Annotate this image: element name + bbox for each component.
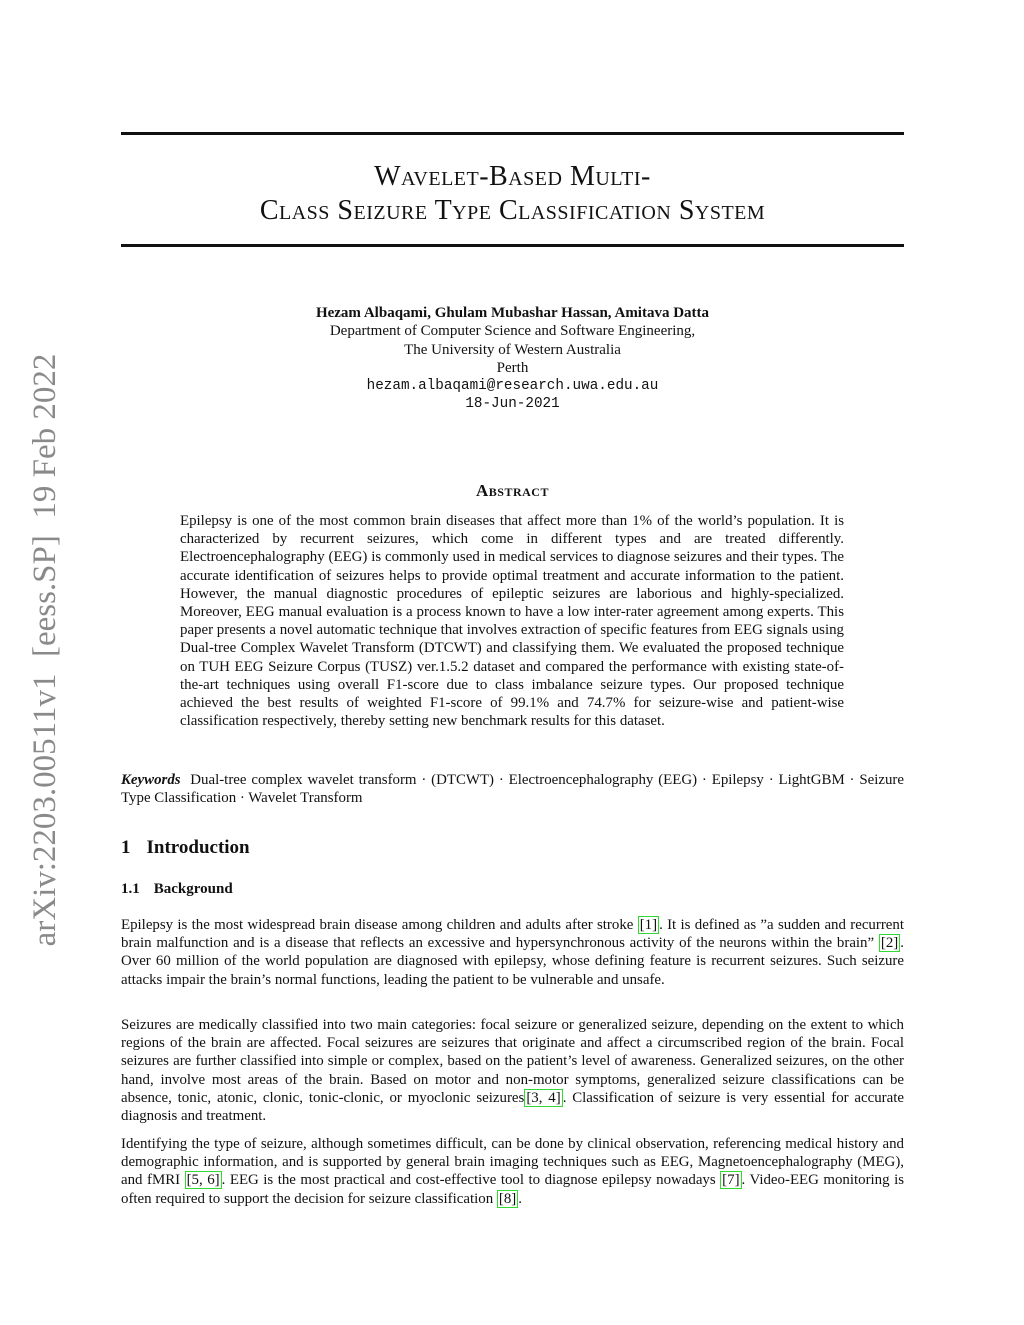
- author-email[interactable]: hezam.albaqami@research.uwa.edu.au: [366, 378, 659, 395]
- arxiv-identifier-stamp: arXiv:2203.00511v1 [eess.SP] 19 Feb 2022: [27, 353, 63, 947]
- paragraph-1-text-c: . Over 60 million of the world population are diagnosed with epilepsy, whose defining feature is recurrent seizures. Such seizure attacks impair the brain’s normal functions, leading the patient to be vulnerable and unsafe.: [121, 935, 904, 988]
- paragraph-1-text-a: Epilepsy is the most widespread brain disease among children and adults after stroke: [121, 917, 638, 933]
- author-city: Perth: [496, 359, 529, 376]
- title-bottom-rule: [121, 244, 904, 247]
- citation-link-2[interactable]: [2]: [880, 935, 899, 952]
- paragraph-2-text-a: Seizures are medically classified into two main categories: focal seizure or generalized seizure, depending on the extent to which regions of the brain are affected. Focal seizures are seizures that originate and affect a circumscribed region of the brain. Focal seizures are further classified into simple or complex, based on the patient’s level of awareness. Generalized seizures, on the other hand, involve most areas of the brain. Based on motor and non-motor symptoms, generalized seizure classifications can be absence, tonic, atonic, clonic, tonic-clonic, or myoclonic seizures: [121, 1017, 904, 1106]
- section-number: 1: [121, 837, 131, 858]
- paragraph-2-text-b: . Classification of seizure is very essential for accurate diagnosis and treatment.: [121, 1089, 904, 1125]
- citation-link-7[interactable]: [7]: [722, 1172, 740, 1189]
- paper-title-line-1: Wavelet-Based Multi-: [374, 161, 651, 192]
- citation-link-5-6[interactable]: [5, 6]: [186, 1172, 220, 1189]
- subsection-number: 1.1: [121, 881, 140, 897]
- citation-link-1[interactable]: [1]: [639, 917, 658, 933]
- citation-link-3-4[interactable]: [3, 4]: [526, 1089, 561, 1106]
- author-names: Hezam Albaqami, Ghulam Mubashar Hassan, Amitava Datta: [315, 305, 710, 321]
- abstract-text: Epilepsy is one of the most common brain diseases that affect more than 1% of the world’s population. It is characterized by recurrent seizures, which come in different types and are treated differently. Electroencephalography (EEG) is commonly used in medical services to diagnose seizures and their types. The accurate identification of seizures helps to provide optimal treatment and accurate information to the patient. However, the manual diagnostic procedures of epileptic seizures are laborious and highly-specialized. Moreover, EEG manual evaluation is a process known to have a low inter-rater agreement among experts. This paper presents a novel automatic technique that involves extraction of specific features from EEG signals using Dual-tree Complex Wavelet Transform (DTCWT) and classifying them. We evaluated the proposed technique on TUH EEG Seizure Corpus (TUSZ) ver.1.5.2 dataset and compared the performance with existing state-of-the-art techniques using overall F1-score due to class imbalance seizure types. Our proposed technique achieved the best results of weighted F1-score of 99.1% and 74.7% for seizure-wise and patient-wise classification respectively, thereby setting new benchmark results for this dataset.: [180, 513, 844, 730]
- keywords-block: [121, 771, 904, 807]
- subsection-heading-background: [121, 881, 233, 898]
- paragraph-3: [121, 1135, 904, 1208]
- paper-title-line-2: Class Seizure Type Classification System: [259, 195, 766, 226]
- paragraph-3-text-d: .: [518, 1190, 522, 1207]
- author-university: The University of Western Australia: [404, 341, 621, 358]
- author-department: Department of Computer Science and Software Engineering,: [329, 323, 696, 340]
- paragraph-3-text-b: . EEG is the most practical and cost-effective tool to diagnose epilepsy nowadays: [221, 1172, 721, 1189]
- subsection-title: Background: [153, 881, 233, 897]
- section-heading-introduction: [121, 837, 250, 859]
- paper-date: 18-Jun-2021: [465, 396, 560, 413]
- keywords-text: Dual-tree complex wavelet transform · (DTCWT) · Electroencephalography (EEG) · Epilepsy · LightGBM · Seizure Type Classification · Wavelet Transform: [121, 772, 904, 807]
- paragraph-1: [121, 916, 904, 989]
- paragraph-3-text-a: Identifying the type of seizure, although sometimes difficult, can be done by clinical observation, referencing medical history and demographic information, and is supported by general brain imaging techniques such as EEG, Magnetoencephalography (MEG), and fMRI: [121, 1136, 904, 1189]
- citation-link-8[interactable]: [8]: [498, 1190, 517, 1207]
- keywords-label: Keywords: [121, 772, 181, 788]
- paragraph-1-text-b: . It is defined as ”a sudden and recurrent brain malfunction and is a disease that reflects an excessive and hypersynchronous activity of the neurons within the brain”: [121, 917, 904, 952]
- abstract-heading: Abstract: [476, 481, 549, 500]
- paragraph-2: [121, 1016, 904, 1125]
- paragraph-3-text-c: . Video-EEG monitoring is often required to support the decision for seizure classification: [121, 1172, 904, 1207]
- paper-title: [121, 160, 904, 228]
- title-top-rule: [121, 132, 904, 135]
- section-title: Introduction: [146, 837, 250, 858]
- author-block: [121, 304, 904, 414]
